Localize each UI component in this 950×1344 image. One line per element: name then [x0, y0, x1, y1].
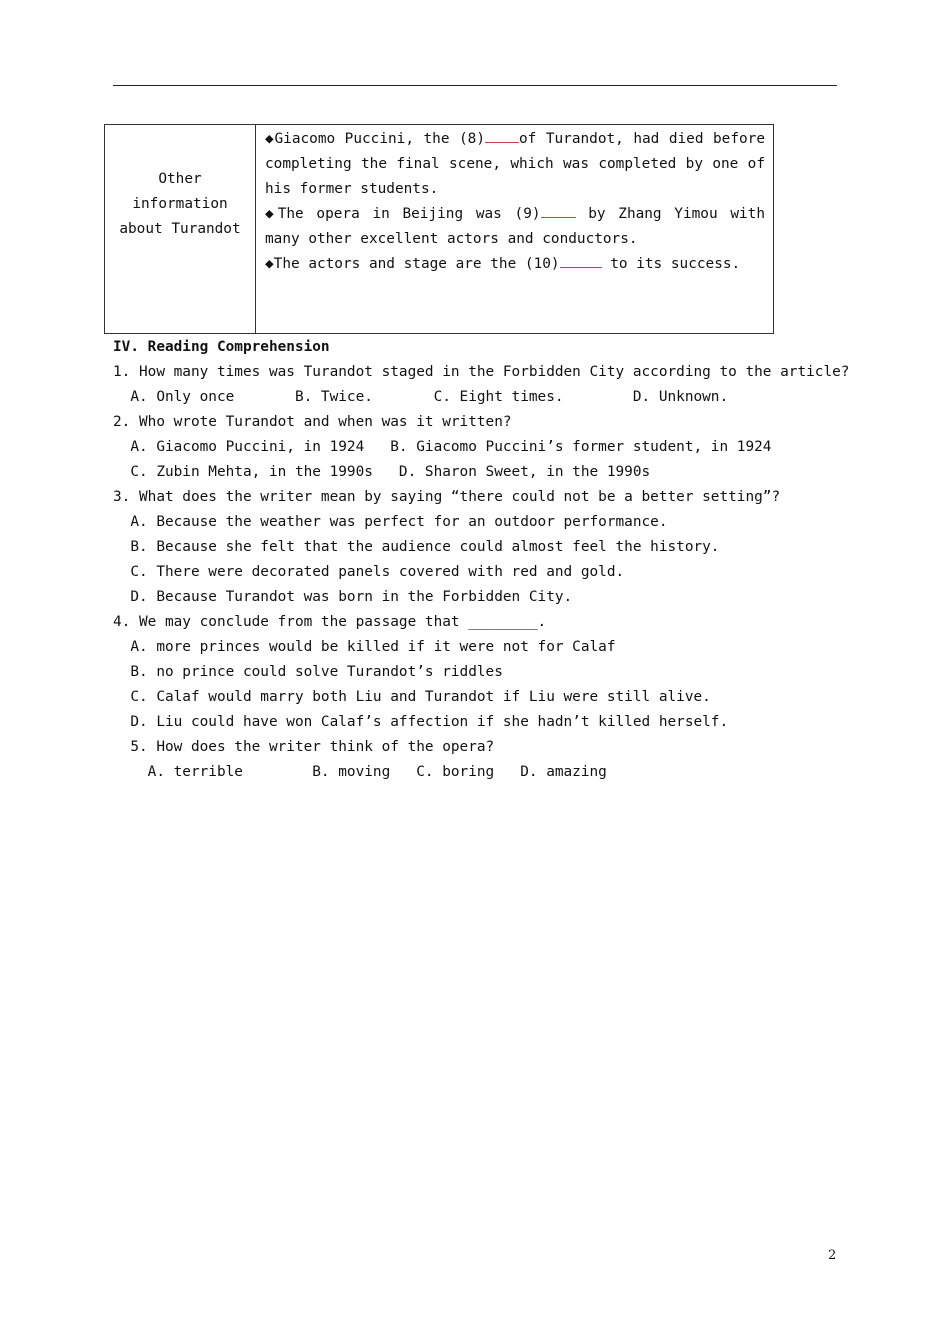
- question-line: 4. We may conclude from the passage that ________.: [113, 614, 547, 630]
- option-line: A. Because the weather was perfect for an outdoor performance.: [113, 514, 668, 530]
- table-label-cell: [105, 125, 256, 334]
- table-label-line: Other: [158, 170, 202, 187]
- section-heading: IV. Reading Comprehension: [113, 339, 330, 355]
- bullet-text: of Turandot, had died before completing the final scene, which was completed by one of his former students.: [265, 131, 765, 197]
- table-label-line: information: [132, 195, 228, 212]
- option-line: A. more princes would be killed if it were not for Calaf: [113, 639, 616, 655]
- table-label-line: about Turandot: [119, 220, 241, 237]
- option-line: C. Zubin Mehta, in the 1990s D. Sharon Sweet, in the 1990s: [113, 464, 651, 480]
- bullet-item: [265, 252, 765, 277]
- answer-blank: [485, 128, 519, 143]
- option-line: C. Calaf would marry both Liu and Turandot if Liu were still alive.: [113, 689, 711, 705]
- option-line: D. Liu could have won Calaf’s affection if she hadn’t killed herself.: [113, 714, 729, 730]
- page-number: 2: [828, 1248, 837, 1263]
- bullet-text: ◆The opera in Beijing was (9): [265, 206, 541, 222]
- question-line: 3. What does the writer mean by saying “there could not be a better setting”?: [113, 489, 781, 505]
- bullet-text: by Zhang Yimou with many other excellent actors and conductors.: [265, 206, 765, 247]
- bullet-text: ◆Giacomo Puccini, the (8): [265, 131, 485, 147]
- option-line: C. There were decorated panels covered with red and gold.: [113, 564, 625, 580]
- option-line: A. Giacomo Puccini, in 1924 B. Giacomo Puccini’s former student, in 1924: [113, 439, 772, 455]
- bullet-item: [265, 127, 765, 202]
- bullet-text: ◆The actors and stage are the (10): [265, 256, 560, 272]
- option-line: A. Only once B. Twice. C. Eight times. D. Unknown.: [113, 389, 729, 405]
- info-table: [104, 124, 774, 334]
- table-content-cell: [256, 125, 774, 334]
- option-line: A. terrible B. moving C. boring D. amazing: [113, 764, 607, 780]
- answer-blank: [541, 203, 576, 218]
- header-rule: [113, 85, 837, 86]
- bullet-item: [265, 202, 765, 252]
- question-line: 5. How does the writer think of the opera?: [113, 739, 495, 755]
- answer-blank: [560, 253, 602, 268]
- bullet-text: to its success.: [601, 256, 741, 272]
- option-line: B. no prince could solve Turandot’s riddles: [113, 664, 503, 680]
- option-line: D. Because Turandot was born in the Forbidden City.: [113, 589, 573, 605]
- option-line: B. Because she felt that the audience could almost feel the history.: [113, 539, 720, 555]
- question-line: 1. How many times was Turandot staged in the Forbidden City according to the article?: [113, 364, 850, 380]
- question-line: 2. Who wrote Turandot and when was it written?: [113, 414, 512, 430]
